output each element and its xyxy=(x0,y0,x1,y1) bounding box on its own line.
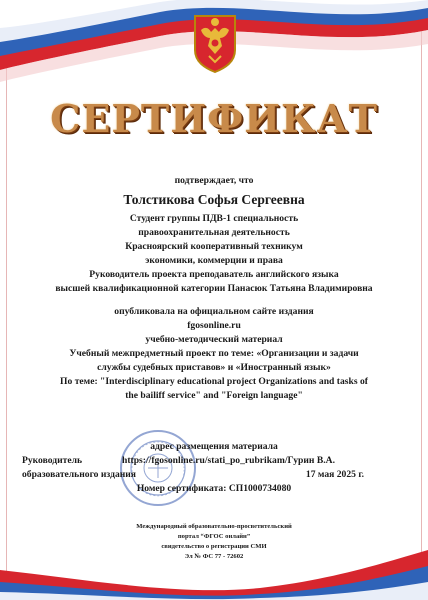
published-line: fgosonline.ru xyxy=(187,320,241,331)
published-line: опубликовала на официальном сайте издания xyxy=(114,306,314,317)
published-line: службы судебных приставов» и «Иностранный язык» xyxy=(97,362,331,373)
address-label: адрес размещения материала xyxy=(150,441,278,452)
recipient-line: Студент группы ПДВ-1 специальность xyxy=(129,213,299,224)
published-line: Учебный межпредметный проект по теме: «Организации и задачи xyxy=(69,348,359,359)
edition-row xyxy=(10,468,418,482)
confirms-text: подтверждает, что xyxy=(174,175,254,186)
certificate-number: Номер сертификата: СП1000734080 xyxy=(136,483,292,494)
head-row xyxy=(10,454,418,468)
issue-date: 17 мая 2025 г. xyxy=(305,469,364,480)
flag-ribbon-bottom xyxy=(0,530,428,600)
recipient-line: правоохранительная деятельность xyxy=(138,227,290,238)
recipient-line: Красноярский кооперативный техникум xyxy=(125,241,303,252)
footer-line: Эл № ФС 77 - 72602 xyxy=(184,553,244,560)
certificate-title: СЕРТИФИКАТ xyxy=(50,96,378,141)
edition-label: образовательного издания xyxy=(22,469,136,480)
head-name: Гурин В.А. xyxy=(287,455,335,466)
footer-line: свидетельство о регистрации СМИ xyxy=(161,543,267,550)
recipient-name: Толстикова Софья Сергеевна xyxy=(123,192,305,207)
published-line: По теме: "Interdisciplinary educational project Organizations and tasks of xyxy=(60,376,368,387)
published-line: the bailiff service" and "Foreign language" xyxy=(125,390,303,401)
footer-line: портал “ФГОС онлайн” xyxy=(177,533,251,540)
published-line: учебно-методический материал xyxy=(145,334,283,345)
material-url: https://fgosonline.ru/stati_po_rubrikam/ xyxy=(122,455,288,466)
footer-line: Международный образовательно-просветительский xyxy=(136,523,292,530)
russian-coat-of-arms-icon xyxy=(189,10,241,74)
signature-block xyxy=(10,440,418,496)
certificate-body xyxy=(10,174,418,403)
head-label: Руководитель xyxy=(22,455,83,466)
recipient-line: высшей квалификационной категории Панасюк Татьяна Владимировна xyxy=(55,283,373,294)
recipient-line: Руководитель проекта преподаватель английского языка xyxy=(89,269,339,280)
recipient-line: экономики, коммерции и права xyxy=(145,255,283,266)
material-url-link[interactable] xyxy=(122,454,335,468)
